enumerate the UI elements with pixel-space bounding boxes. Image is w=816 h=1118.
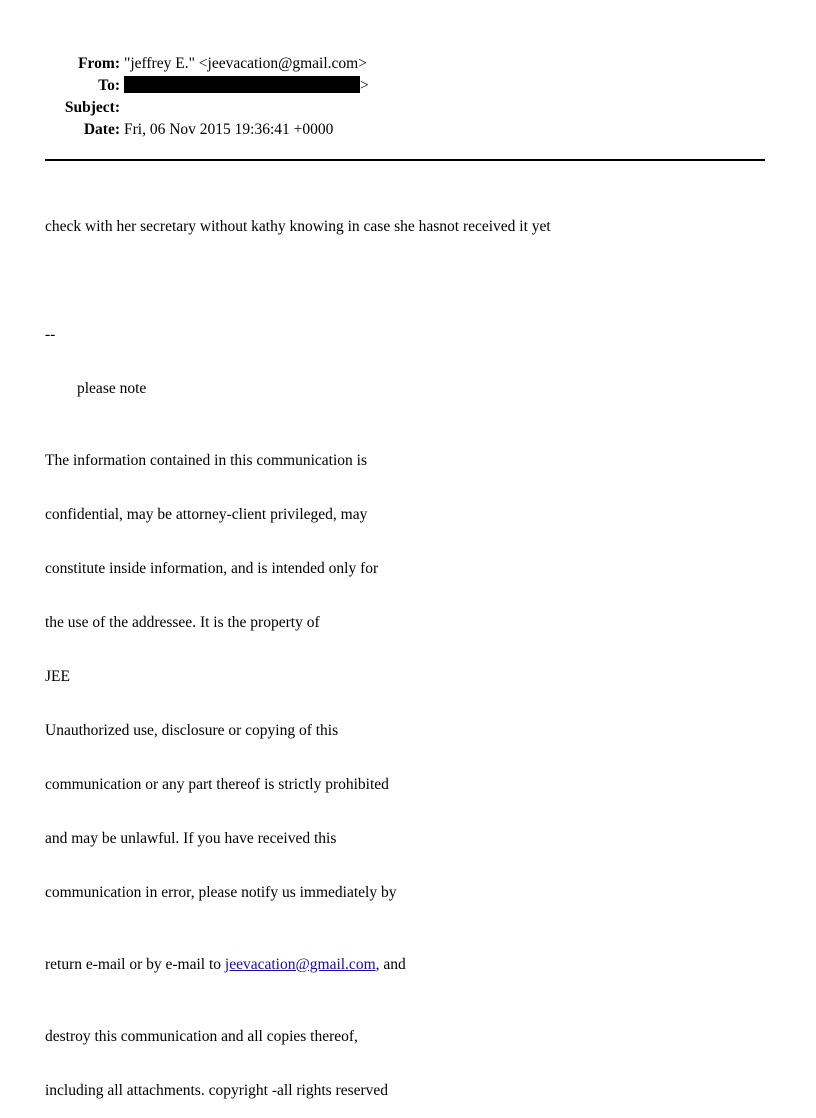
message-text: check with her secretary without kathy knowing in case she hasnot received it yet xyxy=(45,218,551,235)
disclaimer-line: and may be unlawful. If you have received this xyxy=(45,830,337,847)
return-email-line xyxy=(45,956,765,974)
disclaimer-line: the use of the addressee. It is the property of xyxy=(45,614,320,631)
disclaimer-line: constitute inside information, and is intended only for xyxy=(45,560,379,577)
subject-row xyxy=(0,97,816,119)
disclaimer-line: Unauthorized use, disclosure or copying of this xyxy=(45,722,339,739)
email-link[interactable]: jeevacation@gmail.com xyxy=(224,956,376,973)
to-row xyxy=(0,75,816,97)
disclaimer-line: JEE xyxy=(45,668,70,685)
from-value: "jeffrey E." <jeevacation@gmail.com> xyxy=(124,55,367,72)
return-suffix: , and xyxy=(375,956,406,973)
disclaimer-line: communication in error, please notify us immediately by xyxy=(45,884,397,901)
header-divider xyxy=(45,159,765,161)
date-label: Date: xyxy=(83,121,120,138)
date-row xyxy=(0,119,816,141)
email-header xyxy=(0,53,816,141)
to-label: To: xyxy=(98,77,120,94)
date-value: Fri, 06 Nov 2015 19:36:41 +0000 xyxy=(124,121,334,138)
blank-line xyxy=(45,272,765,290)
closing-line: destroy this communication and all copies thereof, xyxy=(45,1028,358,1045)
from-label: From: xyxy=(78,55,120,72)
disclaimer-line: communication or any part thereof is strictly prohibited xyxy=(45,776,389,793)
email-body xyxy=(45,182,765,1118)
subject-label: Subject: xyxy=(64,99,120,116)
to-suffix: > xyxy=(360,77,369,94)
signature-separator: -- xyxy=(45,326,56,343)
redaction-block xyxy=(124,76,360,93)
return-prefix: return e-mail or by e-mail to xyxy=(45,956,225,973)
to-value xyxy=(124,75,369,97)
signature-note: please note xyxy=(77,380,147,397)
disclaimer-line: confidential, may be attorney-client privileged, may xyxy=(45,506,368,523)
disclaimer-line: The information contained in this communication is xyxy=(45,452,367,469)
closing-line: including all attachments. copyright -all rights reserved xyxy=(45,1082,389,1099)
from-row xyxy=(0,53,816,75)
